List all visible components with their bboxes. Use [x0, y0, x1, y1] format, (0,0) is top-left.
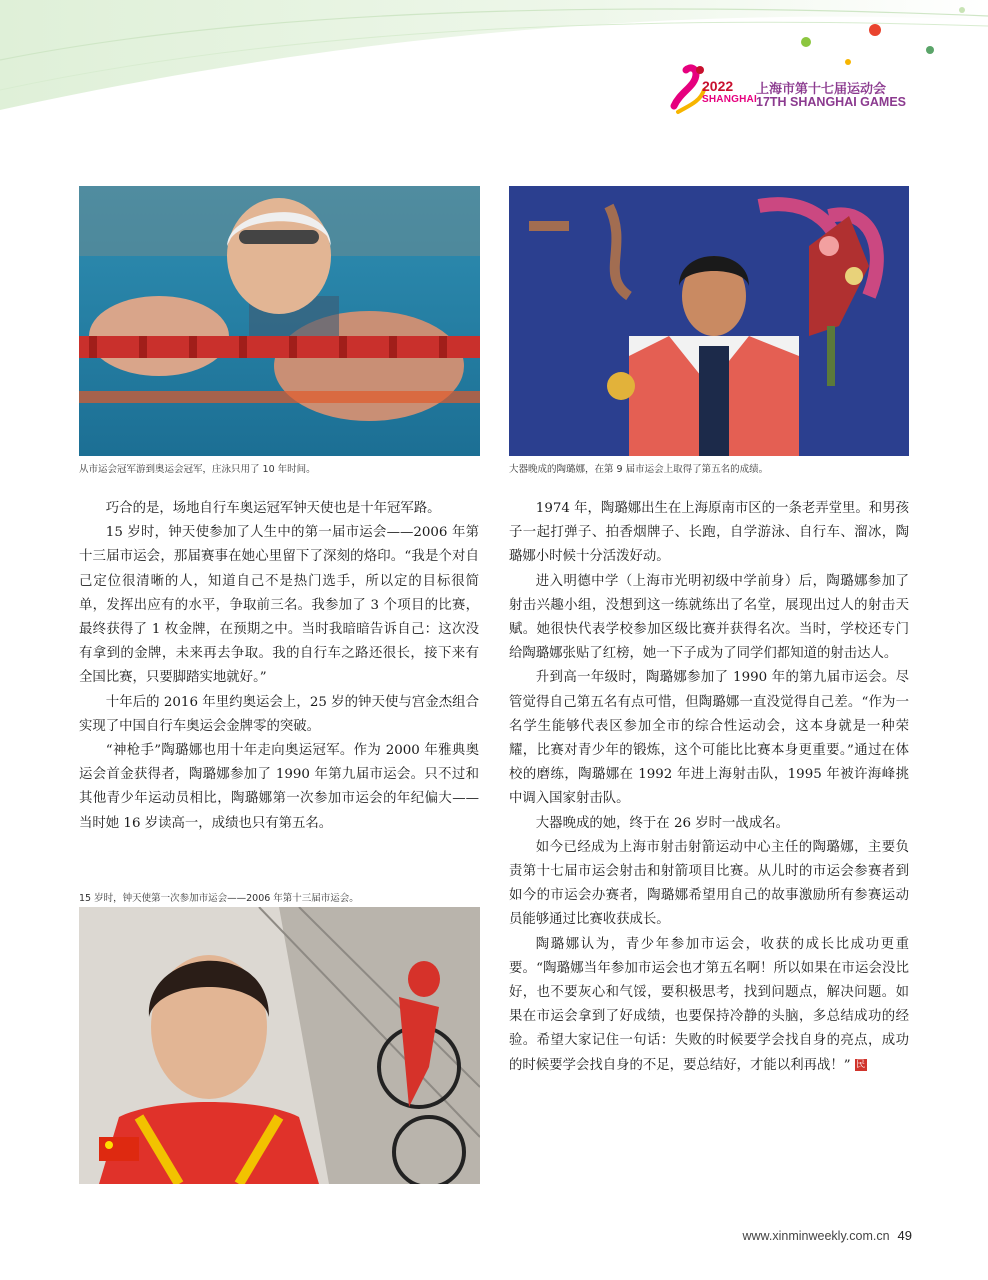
left-column	[79, 497, 479, 836]
shanghai-games-logo	[666, 62, 916, 122]
footer-url: www.xinminweekly.com.cn	[742, 1229, 890, 1243]
paragraph: 大器晚成的她，终于在 26 岁时一战成名。	[535, 815, 789, 831]
shooter-photo	[509, 186, 909, 456]
logo-title-cn: 上海市第十七届运动会	[756, 82, 887, 97]
end-mark-icon: 民	[856, 1060, 866, 1071]
paragraph: 十年后的 2016 年里约奥运会上，25 岁的钟天使与宫金杰组合实现了中国自行车奥运会金牌零的突破。	[79, 694, 479, 734]
swimmer-caption: 从市运会冠军游到奥运会冠军，庄泳只用了 10 年时间。	[79, 464, 316, 475]
right-column	[509, 497, 909, 1078]
paragraph: 进入明德中学（上海市光明初级中学前身）后，陶璐娜参加了射击兴趣小组，没想到这一练就练出了名堂，展现出过人的射击天赋。她很快代表学校参加区级比赛并获得名次。当时，学校还专门给陶璐娜张贴了红榜，她一下子成为了同学们都知道的射击达人。	[509, 573, 909, 662]
cyclist-photo	[79, 907, 480, 1184]
decor-dot	[926, 46, 934, 54]
paragraph	[509, 933, 909, 1078]
paragraph: 巧合的是，场地自行车奥运冠军钟天使也是十年冠军路。	[105, 501, 441, 516]
paragraph: 1974 年，陶璐娜出生在上海原南市区的一条老弄堂里。和男孩子一起打弹子、拍香烟牌子、长跑，自学游泳、自行车、溜冰，陶璐娜小时候十分活泼好动。	[509, 501, 909, 565]
logo-year: 2022	[702, 78, 734, 94]
shooter-caption: 大器晚成的陶璐娜，在第 9 届市运会上取得了第五名的成绩。	[509, 464, 769, 475]
cyclist-caption: 15 岁时，钟天使第一次参加市运会——2006 年第十三届市运会。	[79, 893, 359, 904]
paragraph: “神枪手”陶璐娜也用十年走向奥运冠军。作为 2000 年雅典奥运会首金获得者，陶璐娜参加了 1990 年第九届市运会。只不过和其他青少年运动员相比，陶璐娜第一次参加市运会的年纪偏大——当时她 16 岁读高一，成绩也只有第五名。	[79, 743, 479, 831]
swimmer-photo	[79, 186, 480, 456]
logo-title-en: 17TH SHANGHAI GAMES	[756, 95, 907, 109]
decor-dot	[801, 37, 811, 47]
logo-city: SHANGHAI	[702, 94, 757, 105]
paragraph: 如今已经成为上海市射击射箭运动中心主任的陶璐娜，主要负责第十七届市运会射击和射箭项目比赛。从儿时的市运会参赛者到如今的市运会办赛者，陶璐娜希望用自己的故事激励所有参赛运动员能够通过比赛收获成长。	[509, 839, 909, 928]
decor-dot	[959, 7, 965, 13]
page-number: 49	[897, 1228, 912, 1243]
page-footer	[743, 1228, 913, 1243]
paragraph: 15 岁时，钟天使参加了人生中的第一届市运会——2006 年第十三届市运会，那届赛事在她心里留下了深刻的烙印。“我是个对自己定位很清晰的人，知道自己不是热门选手，所以定的目标很简单，发挥出应有的水平，争取前三名。我参加了 3 个项目的比赛，最终获得了 1 枚金牌，在预期之中。当时我暗暗告诉自己：这次没有拿到的金牌，未来再去争取。我的自行车之路还很长，接下来有全国比赛，只要脚踏实地就好。”	[79, 525, 479, 686]
paragraph-text: 陶璐娜认为，青少年参加市运会，收获的成长比成功更重要。“陶璐娜当年参加市运会也才第五名啊！所以如果在市运会没比好，也不要灰心和气馁，要积极思考，找到问题点，解决问题。如果在市运会拿到了好成绩，也要保持冷静的头脑，多总结成功的经验。希望大家记住一句话：失败的时候要学会找自身的亮点，成功的时候要学会找自身的不足，要总结好，才能以利再战！”	[509, 936, 909, 1073]
decor-dot	[869, 24, 881, 36]
paragraph: 升到高一年级时，陶璐娜参加了 1990 年的第九届市运会。尽管觉得自己第五名有点可惜，但陶璐娜一直没觉得自己差。“作为一名学生能够代表区参加全市的综合性运动会，这本身就是一种荣耀，比赛对青少年的锻炼，这个可能比比赛本身更重要。”通过在体校的磨练，陶璐娜在 1992 年进上海射击队，1995 年被许海峰挑中调入国家射击队。	[509, 670, 909, 807]
